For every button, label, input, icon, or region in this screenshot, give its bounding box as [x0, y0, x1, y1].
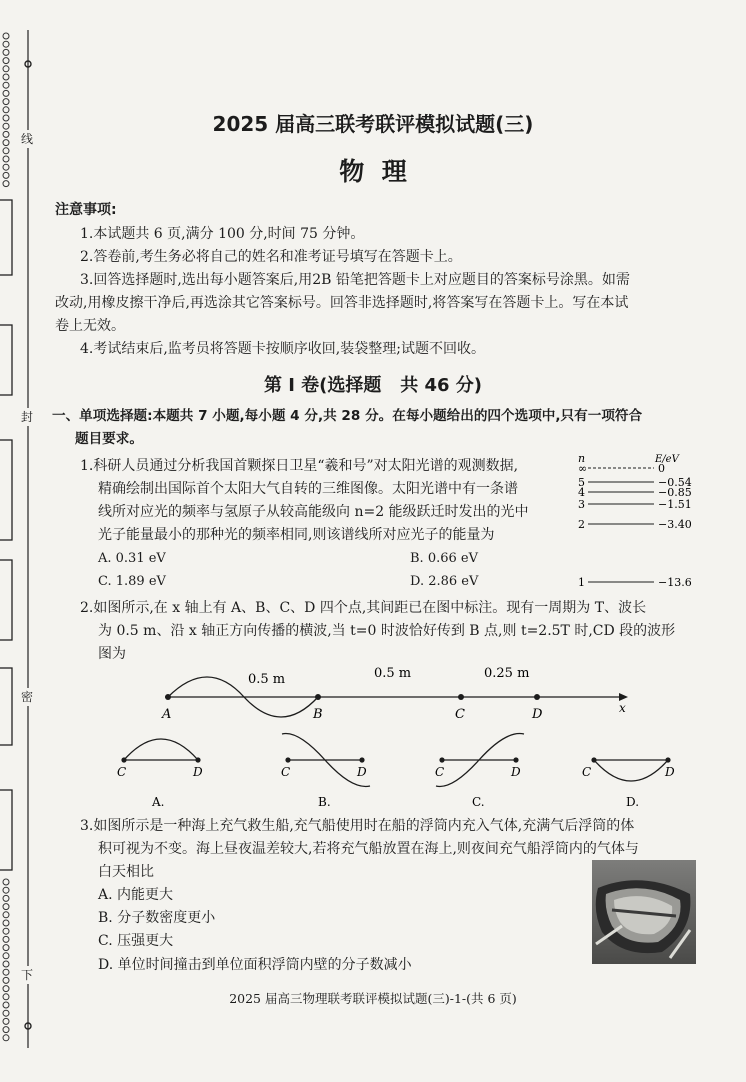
- margin-label-secret: 密: [21, 690, 34, 704]
- n-axis-label: n: [578, 452, 586, 465]
- binding-hole: [3, 936, 9, 942]
- binding-hole: [3, 928, 9, 934]
- q2-line-1: 2.如图所示,在 x 轴上有 A、B、C、D 四个点,其间距已在图中标注。现有一周期为 T、波长: [80, 600, 647, 616]
- energy-axis-label: E/eV: [655, 454, 679, 465]
- page-footer: 2025 届高三物理联考联评模拟试题(三)-1-(共 6 页): [229, 991, 517, 1006]
- notice-line-3: 3.回答选择题时,选出每小题答案后,用2B 铅笔把答题卡上对应题目的答案标号涂黑。如需: [80, 272, 630, 288]
- q3-line-1: 3.如图所示是一种海上充气救生船,充气船使用时在船的浮筒内充入气体,充满气后浮筒的体: [80, 818, 635, 834]
- q3-line-2: 积可视为不变。海上昼夜温差较大,若将充气船放置在海上,则夜间充气船浮筒内的气体与: [98, 841, 639, 857]
- binding-hole: [3, 58, 9, 64]
- choice-letter: A.: [152, 795, 165, 809]
- notice-heading: 注意事项:: [55, 202, 117, 218]
- point-b-label: B: [313, 707, 323, 722]
- point-d-dot: [534, 694, 540, 700]
- distance-label-cd: 0.25 m: [484, 666, 530, 681]
- binding-hole: [3, 904, 9, 910]
- point-b-dot: [315, 694, 321, 700]
- margin-label-line: 线: [21, 132, 34, 146]
- q2-line-2: 为 0.5 m、沿 x 轴正方向传播的横波,当 t=0 时波恰好传到 B 点,则 t=2.5T 时,CD 段的波形: [98, 623, 676, 639]
- q3-option-b: B. 分子数密度更小: [98, 910, 216, 926]
- info-field-box: [0, 668, 12, 745]
- point-d-label: D: [532, 707, 543, 722]
- binding-hole: [3, 895, 9, 901]
- level-energy-label: −1.51: [658, 498, 692, 511]
- binding-hole: [3, 912, 9, 918]
- q1-line-4: 光子能量最小的那种光的频率相同,则该谱线所对应光子的能量为: [98, 527, 495, 543]
- q3-option-d: D. 单位时间撞击到单位面积浮筒内壁的分子数减小: [98, 957, 412, 973]
- binding-hole: [3, 66, 9, 72]
- binding-hole: [3, 945, 9, 951]
- notice-line-3-end: 卷上无效。: [55, 318, 125, 334]
- binding-hole: [3, 74, 9, 80]
- q3-option-a: A. 内能更大: [98, 887, 174, 903]
- q1-line-3: 线所对应光的频率与氢原子从较高能级向 n=2 能级跃迁时发出的光中: [98, 504, 529, 520]
- x-axis-arrow: [619, 693, 628, 701]
- point-a-dot: [165, 694, 171, 700]
- info-field-box: [0, 560, 12, 640]
- q3-option-c: C. 压强更大: [98, 933, 174, 949]
- distance-label-bc: 0.5 m: [374, 666, 412, 681]
- distance-label-ab: 0.5 m: [248, 672, 286, 687]
- binding-hole: [3, 82, 9, 88]
- binding-hole: [3, 1018, 9, 1024]
- level-n-label: 3: [578, 498, 585, 511]
- label-d: D: [665, 765, 675, 779]
- notice-line-3-cont: 改动,用橡皮擦干净后,再选涂其它答案标号。回答非选择题时,将答案写在答题卡上。写在本试: [55, 295, 629, 311]
- section-title: 第 I 卷(选择题 共 46 分): [263, 375, 483, 396]
- q2-line-3: 图为: [98, 646, 126, 662]
- binding-hole: [3, 1035, 9, 1041]
- level-n-label: 1: [578, 576, 585, 589]
- exam-title: 2025 届高三联考联评模拟试题(三): [212, 112, 534, 136]
- binding-hole: [3, 977, 9, 983]
- q2-choice-c: [432, 726, 532, 814]
- point-c-dot: [458, 694, 464, 700]
- binding-hole: [3, 1027, 9, 1033]
- level-n-label: 5: [578, 476, 585, 489]
- margin-label-seal: 封: [21, 410, 34, 424]
- point-c-label: C: [455, 707, 465, 722]
- binding-hole: [3, 49, 9, 55]
- binding-hole: [3, 41, 9, 47]
- section-instruction-cont: 题目要求。: [75, 431, 143, 447]
- level-energy-label: −13.6: [658, 576, 692, 589]
- q2-choice-d: [584, 726, 684, 814]
- wave-axis-diagram: [150, 660, 650, 725]
- q2-choice-a: [114, 726, 214, 814]
- level-energy-label: −3.40: [658, 518, 692, 531]
- notice-line-1: 1.本试题共 6 页,满分 100 分,时间 75 分钟。: [80, 226, 365, 242]
- wave-crest: [124, 739, 198, 760]
- binding-hole: [3, 879, 9, 885]
- subject-title: 物 理: [339, 157, 407, 186]
- q3-line-3: 白天相比: [98, 864, 154, 880]
- label-c: C: [117, 765, 127, 779]
- q1-line-1: 1.科研人员通过分析我国首颗探日卫星“羲和号”对太阳光谱的观测数据,: [80, 458, 519, 474]
- info-field-box: [0, 440, 12, 540]
- binding-hole: [3, 90, 9, 96]
- label-c: C: [582, 765, 592, 779]
- choice-letter: B.: [318, 795, 331, 809]
- choice-letter: C.: [472, 795, 485, 809]
- binding-hole: [3, 961, 9, 967]
- label-d: D: [357, 765, 367, 779]
- binding-hole: [3, 969, 9, 975]
- notice-line-2: 2.答卷前,考生务必将自己的姓名和准考证号填写在答题卡上。: [80, 249, 462, 265]
- point-a-label: A: [162, 707, 172, 722]
- label-c: C: [281, 765, 291, 779]
- label-c: C: [435, 765, 445, 779]
- q1-line-2: 精确绘制出国际首个太阳大气自转的三维图像。太阳光谱中有一条谱: [98, 481, 518, 497]
- binding-hole: [3, 99, 9, 105]
- inflatable-boat-photo: [592, 860, 696, 964]
- q1-option-b: B. 0.66 eV: [410, 551, 478, 566]
- level-energy-label: 0: [658, 462, 665, 475]
- level-n-label: 2: [578, 518, 585, 531]
- binding-hole: [3, 33, 9, 39]
- notice-line-4: 4.考试结束后,监考员将答题卡按顺序收回,装袋整理;试题不回收。: [80, 341, 485, 357]
- binding-hole: [3, 953, 9, 959]
- binding-hole: [3, 887, 9, 893]
- q1-option-a: A. 0.31 eV: [98, 551, 166, 566]
- energy-level-diagram: [572, 452, 702, 592]
- choice-letter: D.: [626, 795, 640, 809]
- label-d: D: [511, 765, 521, 779]
- binding-hole: [3, 920, 9, 926]
- level-n-label: 4: [578, 486, 585, 499]
- info-field-box: [0, 200, 12, 275]
- label-d: D: [193, 765, 203, 779]
- section-instruction: 一、单项选择题:本题共 7 小题,每小题 4 分,共 28 分。在每小题给出的四个选项中,只有一项符合: [52, 408, 643, 424]
- binding-hole: [3, 140, 9, 146]
- margin-label-down: 下: [21, 968, 34, 982]
- q1-option-c: C. 1.89 eV: [98, 574, 166, 589]
- q1-option-d: D. 2.86 eV: [410, 574, 479, 589]
- level-n-label: ∞: [578, 462, 588, 475]
- info-field-box: [0, 790, 12, 870]
- x-axis-label: x: [619, 701, 626, 715]
- wave-trough: [594, 760, 668, 781]
- binding-hole: [3, 1010, 9, 1016]
- level-energy-label: −0.54: [658, 476, 692, 489]
- level-energy-label: −0.85: [658, 486, 692, 499]
- q2-choice-b: [278, 726, 378, 814]
